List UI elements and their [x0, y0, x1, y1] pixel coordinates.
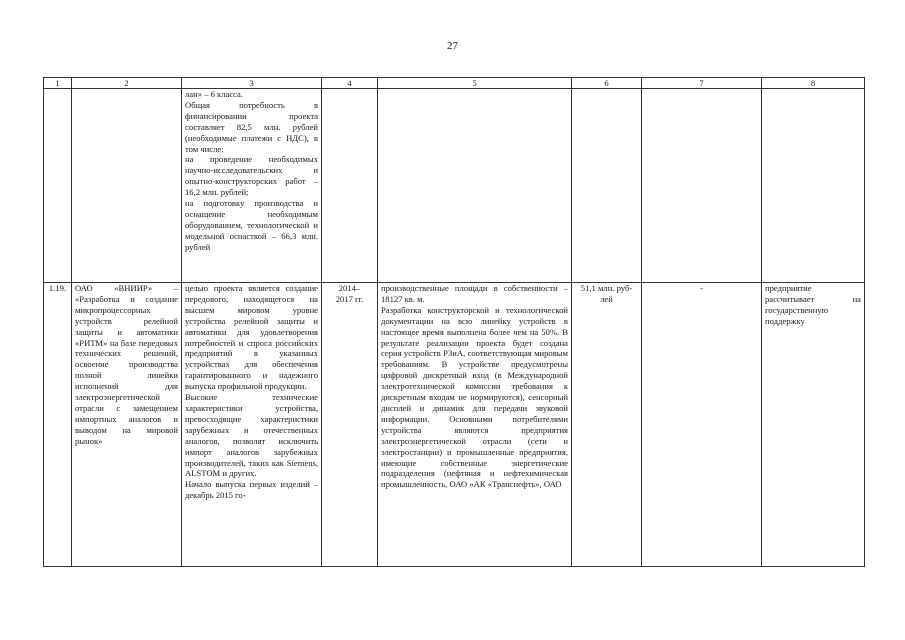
cell-text: Общая потребность в финансировании проекта составляет 82,5 млн. рублей (необходимые платежи с НДС), в том числе:	[185, 99, 318, 154]
page-number: 27	[447, 40, 458, 52]
row-number: 1.19.	[44, 283, 72, 567]
column-header: 1	[44, 78, 72, 89]
table-cell	[322, 89, 378, 283]
column-header: 6	[572, 78, 642, 89]
column-header: 2	[72, 78, 182, 89]
cell-text: на подготовку производства и оснащение необходимым оборудованием, технологической и модельной оснасткой – 66,3 млн. рублей	[185, 198, 318, 252]
table-cell	[762, 89, 865, 283]
column-header: 4	[322, 78, 378, 89]
table-row-continuation	[44, 89, 865, 283]
cell-text: Разработка конструкторской и технологической документации на всю линейку устройств в настоящее время выполнена более чем на 50%. В результате реализации проекта будет создана серия устройств РЗиА, соответствующая мировым требованиям. В устройстве предусмотрены цифровой дискретный вход (в Международной электротехнической комиссии требования к дискретным входам не нормируются), сенсорный дисплей и динамик для передачи звуковой информации. Основными потребителями устройства являются предприятия электроэнергетической отрасли (сети и электростанции) и промышленные предприятия, имеющие собственные энергетические подразделения (нефтяная и нефтехимическая промышленность, ОАО «АК «Транснефть», ОАО	[381, 304, 568, 490]
cell-text: на проведение необходимых научно-исследовательских и опытно-конструкторских работ – 16,2 млн. рублей;	[185, 154, 318, 198]
cell-text: 2014–	[338, 283, 361, 293]
project-purpose	[182, 283, 322, 567]
project-description	[378, 283, 572, 567]
table-cell	[44, 89, 72, 283]
table-cell	[572, 89, 642, 283]
cell-text: Начало выпуска первых изделий – декабрь 2015 го-	[185, 479, 318, 501]
project-cost	[572, 283, 642, 567]
cell-text: Высокие технические характеристики устройства, превосходящие характеристики зарубежных и отечественных аналогов, позволят исключить импорт аналогов зарубежных производителей, таких как Siemens, ALSTOM и других.	[185, 392, 318, 479]
project-period	[322, 283, 378, 567]
column-header: 5	[378, 78, 572, 89]
column-header: 7	[642, 78, 762, 89]
project-name: ОАО «ВНИИР» – «Разработка и создание микропроцессорных устройств релейной защиты и автоматики «РИТМ» на базе передовых технических решений, освоение производства полной линейки исполнений для электроэнергетической отрасли с замещением импортных аналогов и выводом на мировой рынок»	[72, 283, 182, 567]
column-header: 3	[182, 78, 322, 89]
projects-table	[43, 77, 865, 567]
cell-text: лей	[600, 293, 613, 304]
column-number-row	[44, 78, 865, 89]
cell-text: целью проекта является создание передового, находящегося на высшем мировом уровне устройства релейной защиты и автоматики для удовлетворения потребностей и спроса российских предприятий в указанных устройствах для обеспечения гарантированного и надежного выпуска профильной продукции.	[185, 283, 318, 392]
cell-text: лан» – 6 класса.	[185, 89, 244, 99]
column-header: 8	[762, 78, 865, 89]
table-cell	[378, 89, 572, 283]
table-cell	[72, 89, 182, 283]
table-cell	[642, 89, 762, 283]
cell-text: 51,1 млн. руб-	[580, 283, 633, 293]
table-row-1-19	[44, 283, 865, 567]
table-cell-description	[182, 89, 322, 283]
cell-text: 2017 гг.	[335, 293, 364, 304]
table-cell-col7: -	[642, 283, 762, 567]
cell-text: производственные площади в собственности – 18127 кв. м.	[381, 283, 568, 304]
support-note: предприятие рассчитывает на государственную поддержку	[762, 283, 865, 567]
